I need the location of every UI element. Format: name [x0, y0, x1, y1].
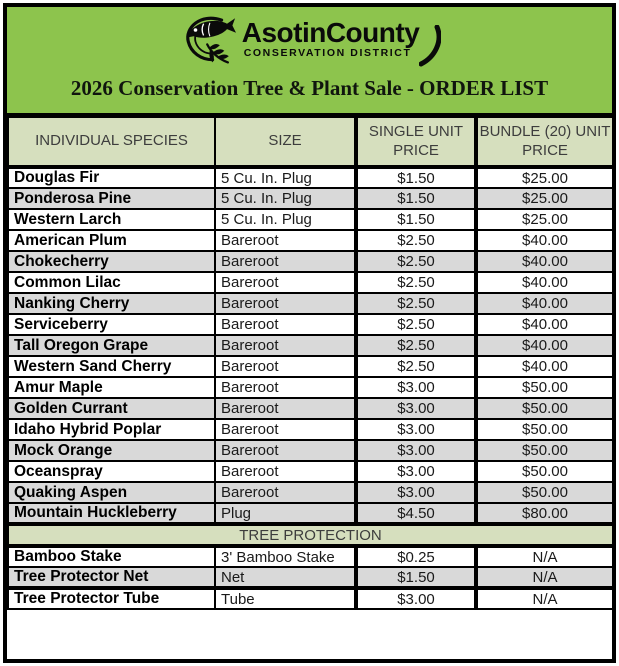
- bundle-price-cell: $50.00: [476, 461, 613, 482]
- table-row: [8, 398, 613, 419]
- protection-rows: [8, 546, 613, 609]
- table-row: [8, 546, 613, 567]
- table-row: [8, 440, 613, 461]
- size-cell: Net: [215, 567, 356, 588]
- single-price-cell: $2.50: [356, 272, 476, 293]
- single-price-cell: $3.00: [356, 588, 476, 609]
- column-header-single-price: SINGLE UNIT PRICE: [356, 117, 476, 167]
- page-title: 2026 Conservation Tree & Plant Sale - ORDER LIST: [70, 76, 549, 100]
- species-cell: Nanking Cherry: [8, 293, 215, 314]
- single-price-cell: $2.50: [356, 230, 476, 251]
- single-price-cell: $1.50: [356, 188, 476, 209]
- header-band: [7, 7, 612, 116]
- table-row: [8, 461, 613, 482]
- single-price-cell: $3.00: [356, 398, 476, 419]
- species-cell: Tree Protector Tube: [8, 588, 215, 609]
- size-cell: Bareroot: [215, 377, 356, 398]
- logo-name: AsotinCounty: [241, 17, 420, 49]
- species-cell: Western Larch: [8, 209, 215, 230]
- single-price-cell: $3.00: [356, 482, 476, 503]
- bundle-price-cell: $25.00: [476, 209, 613, 230]
- table-row: [8, 335, 613, 356]
- size-cell: Bareroot: [215, 356, 356, 377]
- size-cell: 5 Cu. In. Plug: [215, 167, 356, 188]
- column-header-row: [8, 117, 613, 167]
- bundle-price-cell: $50.00: [476, 377, 613, 398]
- size-cell: Bareroot: [215, 461, 356, 482]
- table-row: [8, 230, 613, 251]
- species-cell: Douglas Fir: [8, 167, 215, 188]
- single-price-cell: $2.50: [356, 293, 476, 314]
- single-price-cell: $2.50: [356, 314, 476, 335]
- size-cell: Bareroot: [215, 272, 356, 293]
- table-row: [8, 588, 613, 609]
- species-cell: Oceanspray: [8, 461, 215, 482]
- table-row: [8, 209, 613, 230]
- size-cell: 3' Bamboo Stake: [215, 546, 356, 567]
- bundle-price-cell: $40.00: [476, 314, 613, 335]
- table-row: [8, 293, 613, 314]
- species-cell: Golden Currant: [8, 398, 215, 419]
- table-row: [8, 377, 613, 398]
- tree-protection-section-title: TREE PROTECTION: [8, 524, 613, 546]
- species-cell: Ponderosa Pine: [8, 188, 215, 209]
- size-cell: Bareroot: [215, 440, 356, 461]
- single-price-cell: $3.00: [356, 377, 476, 398]
- column-header-size: SIZE: [215, 117, 356, 167]
- single-price-cell: $1.50: [356, 167, 476, 188]
- table-row: [8, 272, 613, 293]
- single-price-cell: $4.50: [356, 503, 476, 524]
- table-row: [8, 251, 613, 272]
- species-cell: American Plum: [8, 230, 215, 251]
- bundle-price-cell: $25.00: [476, 167, 613, 188]
- table-row: [8, 567, 613, 588]
- single-price-cell: $2.50: [356, 335, 476, 356]
- species-cell: Bamboo Stake: [8, 546, 215, 567]
- species-cell: Amur Maple: [8, 377, 215, 398]
- size-cell: 5 Cu. In. Plug: [215, 209, 356, 230]
- bundle-price-cell: N/A: [476, 567, 613, 588]
- species-cell: Serviceberry: [8, 314, 215, 335]
- logo-swoosh-icon: [419, 25, 441, 67]
- logo-text-block: [242, 19, 440, 59]
- size-cell: Bareroot: [215, 419, 356, 440]
- species-cell: Tree Protector Net: [8, 567, 215, 588]
- single-price-cell: $3.00: [356, 440, 476, 461]
- size-cell: 5 Cu. In. Plug: [215, 188, 356, 209]
- bundle-price-cell: $25.00: [476, 188, 613, 209]
- size-cell: Plug: [215, 503, 356, 524]
- size-cell: Bareroot: [215, 482, 356, 503]
- size-cell: Bareroot: [215, 398, 356, 419]
- bundle-price-cell: N/A: [476, 588, 613, 609]
- table-row: [8, 482, 613, 503]
- fish-wheat-emblem-icon: [180, 12, 238, 66]
- bundle-price-cell: $50.00: [476, 482, 613, 503]
- species-cell: Mountain Huckleberry: [8, 503, 215, 524]
- column-header-bundle-price: BUNDLE (20) UNIT PRICE: [476, 117, 613, 167]
- species-cell: Quaking Aspen: [8, 482, 215, 503]
- single-price-cell: $2.50: [356, 251, 476, 272]
- species-cell: Idaho Hybrid Poplar: [8, 419, 215, 440]
- bundle-price-cell: $50.00: [476, 419, 613, 440]
- bundle-price-cell: $40.00: [476, 230, 613, 251]
- table-row: [8, 419, 613, 440]
- order-list-sheet: [3, 3, 616, 663]
- bundle-price-cell: $40.00: [476, 251, 613, 272]
- district-logo: [7, 11, 612, 67]
- size-cell: Tube: [215, 588, 356, 609]
- column-header-species: INDIVIDUAL SPECIES: [8, 117, 215, 167]
- table-row: [8, 167, 613, 188]
- bundle-price-cell: $80.00: [476, 503, 613, 524]
- logo-subtitle: CONSERVATION DISTRICT: [243, 47, 412, 60]
- price-table: [7, 116, 614, 610]
- single-price-cell: $2.50: [356, 356, 476, 377]
- species-cell: Mock Orange: [8, 440, 215, 461]
- single-price-cell: $1.50: [356, 567, 476, 588]
- single-price-cell: $3.00: [356, 419, 476, 440]
- single-price-cell: $3.00: [356, 461, 476, 482]
- table-row: [8, 503, 613, 524]
- species-cell: Chokecherry: [8, 251, 215, 272]
- section-header-row: [8, 524, 613, 546]
- size-cell: Bareroot: [215, 251, 356, 272]
- size-cell: Bareroot: [215, 314, 356, 335]
- species-rows: [8, 167, 613, 524]
- species-cell: Tall Oregon Grape: [8, 335, 215, 356]
- single-price-cell: $0.25: [356, 546, 476, 567]
- bundle-price-cell: $40.00: [476, 272, 613, 293]
- table-row: [8, 314, 613, 335]
- size-cell: Bareroot: [215, 230, 356, 251]
- bundle-price-cell: N/A: [476, 546, 613, 567]
- bundle-price-cell: $50.00: [476, 440, 613, 461]
- size-cell: Bareroot: [215, 293, 356, 314]
- size-cell: Bareroot: [215, 335, 356, 356]
- bundle-price-cell: $40.00: [476, 356, 613, 377]
- single-price-cell: $1.50: [356, 209, 476, 230]
- bundle-price-cell: $40.00: [476, 335, 613, 356]
- species-cell: Western Sand Cherry: [8, 356, 215, 377]
- bundle-price-cell: $40.00: [476, 293, 613, 314]
- bundle-price-cell: $50.00: [476, 398, 613, 419]
- table-row: [8, 356, 613, 377]
- species-cell: Common Lilac: [8, 272, 215, 293]
- table-row: [8, 188, 613, 209]
